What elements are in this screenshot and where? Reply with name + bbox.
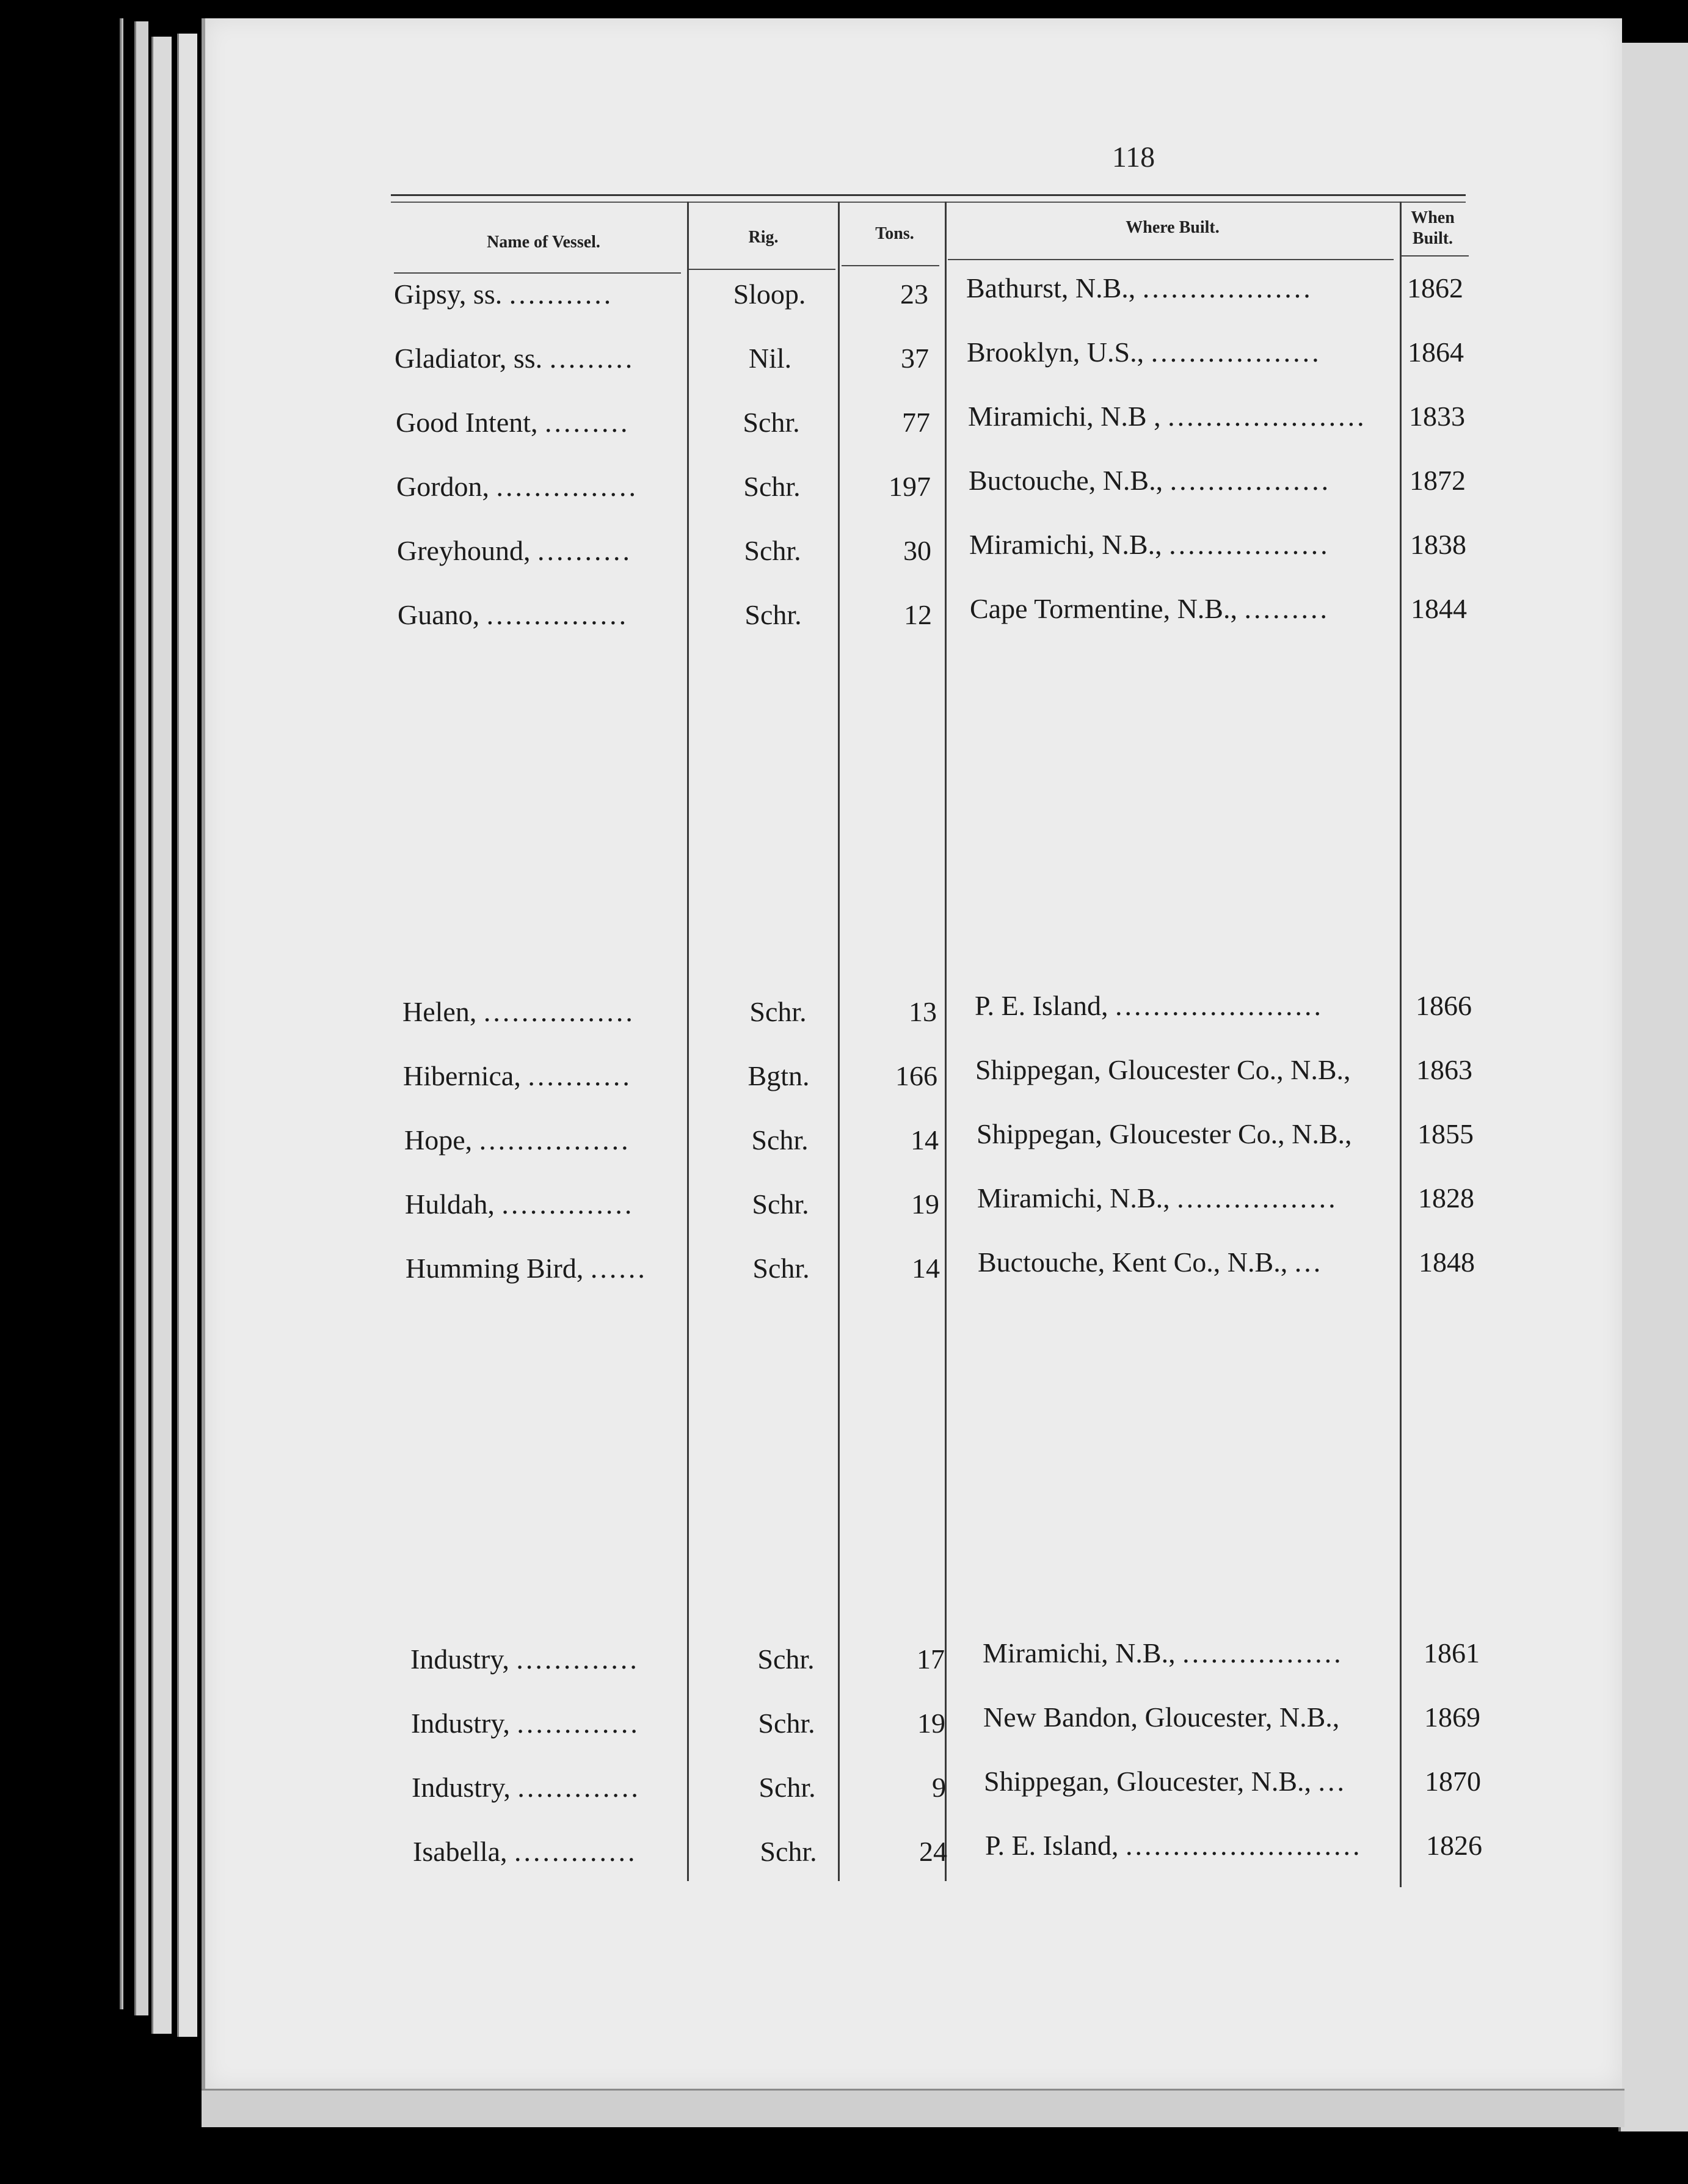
vessel-name [412, 1771, 705, 1804]
vessel-where-built-text: Bathurst, N.B., [966, 272, 1136, 304]
vessel-where-built [966, 272, 1430, 304]
vessel-tons-text: 197 [889, 471, 931, 502]
vessel-year [1410, 528, 1483, 561]
vessel-rig-text: Schr. [758, 1708, 815, 1739]
vessel-rig [722, 406, 820, 439]
vessel-name-text: Isabella, [413, 1836, 507, 1867]
vessel-name-text: Greyhound, [397, 535, 531, 566]
page-edge [120, 18, 123, 2009]
vessel-where-built-text: Shippegan, Gloucester, N.B., [984, 1766, 1312, 1797]
vessel-name [410, 1643, 704, 1675]
vessel-where-built [968, 400, 1432, 432]
page-bottom-edge [202, 2089, 1624, 2127]
vessel-name-leader: ............. [517, 1708, 640, 1739]
vessel-tons [858, 534, 931, 567]
vessel-where-built-text: Miramichi, N.B , [968, 401, 1161, 432]
vessel-name-text: Hibernica, [403, 1060, 521, 1091]
vessel-name-leader: ........... [509, 278, 614, 310]
vessel-name-leader: ............. [517, 1772, 641, 1803]
vessel-name-text: Gipsy, ss. [394, 278, 503, 310]
where-built-leader: ................. [1170, 465, 1331, 496]
header-underline [948, 259, 1394, 260]
vessel-year-text: 1864 [1408, 337, 1464, 368]
header-top-rule [391, 194, 1466, 196]
vessel-name [396, 406, 689, 439]
vessel-year [1425, 1765, 1498, 1797]
vessel-rig-text: Schr. [759, 1772, 816, 1803]
where-built-leader: ................. [1177, 1182, 1338, 1214]
vessel-where-built [967, 336, 1431, 368]
vessel-year-text: 1863 [1416, 1054, 1472, 1085]
vessel-year-text: 1855 [1417, 1118, 1474, 1149]
vessel-name-leader: ........... [528, 1060, 632, 1091]
vessel-tons-text: 24 [919, 1836, 947, 1867]
column-header-rig: Rig. [748, 228, 779, 247]
vessel-tons-text: 14 [911, 1124, 939, 1156]
vessel-tons [859, 599, 932, 631]
vessel-name [404, 1124, 697, 1156]
column-header-name: Name of Vessel. [487, 233, 600, 252]
vessel-where-built-text: Buctouche, Kent Co., N.B., [978, 1247, 1288, 1278]
vessel-year [1408, 336, 1481, 368]
vessel-name [403, 1060, 696, 1092]
column-divider [838, 202, 840, 1881]
vessel-tons [873, 1771, 946, 1804]
column-header-tons: Tons. [875, 224, 914, 243]
vessel-year [1424, 1701, 1497, 1733]
vessel-rig-text: Schr. [744, 599, 802, 630]
vessel-name [394, 278, 687, 310]
vessel-year [1411, 592, 1484, 625]
vessel-where-built-text: Miramichi, N.B., [983, 1637, 1176, 1669]
where-built-leader: .................. [1142, 272, 1313, 304]
vessel-year-text: 1844 [1411, 593, 1467, 624]
vessel-where-built [983, 1637, 1447, 1669]
vessel-rig-text: Schr. [760, 1836, 817, 1867]
vessel-rig-text: Schr. [743, 407, 800, 438]
vessel-name [411, 1707, 704, 1739]
vessel-tons-text: 9 [932, 1772, 946, 1803]
vessel-tons [874, 1835, 947, 1868]
vessel-rig [730, 1060, 828, 1092]
vessel-rig [724, 534, 821, 567]
vessel-name-text: Gladiator, ss. [395, 343, 543, 374]
vessel-name [397, 534, 690, 567]
vessel-name-text: Hope, [404, 1124, 473, 1156]
page-number: 118 [1111, 141, 1155, 173]
vessel-where-built-text: Miramichi, N.B., [977, 1182, 1170, 1214]
where-built-leader: .................. [1151, 337, 1322, 368]
vessel-rig-text: Schr. [751, 1124, 809, 1156]
vessel-where-built [977, 1182, 1441, 1214]
vessel-name [395, 342, 688, 374]
vessel-name [405, 1188, 698, 1220]
where-built-leader: ................. [1182, 1637, 1344, 1669]
vessel-tons-text: 13 [909, 996, 937, 1027]
vessel-tons [866, 1188, 939, 1220]
vessel-where-built [983, 1701, 1447, 1733]
vessel-year-text: 1862 [1407, 272, 1463, 304]
vessel-name-leader: ............. [514, 1836, 638, 1867]
vessel-rig [737, 1643, 835, 1675]
vessel-rig [740, 1835, 837, 1868]
vessel-where-built [969, 528, 1433, 561]
vessel-rig-text: Schr. [749, 996, 807, 1027]
vessel-name-leader: ......... [545, 407, 630, 438]
vessel-where-built [969, 464, 1433, 497]
vessel-where-built [975, 1054, 1439, 1086]
header-underline [1402, 255, 1469, 257]
vessel-year-text: 1826 [1426, 1830, 1482, 1861]
where-built-leader: ......... [1244, 593, 1330, 624]
vessel-year-text: 1828 [1418, 1182, 1474, 1214]
vessel-rig [724, 599, 822, 631]
where-built-leader: ................. [1169, 529, 1330, 560]
column-header-when-built [1402, 208, 1463, 249]
vessel-rig [721, 278, 818, 310]
vessel-tons [857, 406, 930, 439]
vessel-year-text: 1866 [1416, 990, 1472, 1021]
vessel-tons [864, 1060, 937, 1092]
vessel-year [1407, 272, 1480, 304]
vessel-name [402, 996, 696, 1028]
vessel-name-leader: ............. [516, 1643, 639, 1675]
vessel-name-leader: ................ [479, 1124, 631, 1156]
vessel-name-text: Industry, [411, 1708, 510, 1739]
vessel-where-built [977, 1118, 1441, 1150]
vessel-rig-text: Schr. [752, 1188, 809, 1220]
page-edge [134, 21, 148, 2015]
header-underline [394, 272, 681, 274]
vessel-where-built-text: P. E. Island, [975, 990, 1108, 1021]
vessel-rig [723, 470, 821, 503]
vessel-tons-text: 19 [917, 1708, 945, 1739]
vessel-tons [857, 470, 931, 503]
vessel-year [1424, 1637, 1497, 1669]
column-divider [687, 202, 689, 1881]
vessel-year-text: 1833 [1409, 401, 1465, 432]
vessel-tons [856, 342, 929, 374]
page-edge [177, 34, 197, 2037]
vessel-where-built-text: Shippegan, Gloucester Co., N.B., [977, 1118, 1352, 1149]
vessel-rig-text: Sloop. [733, 278, 806, 310]
vessel-rig [731, 1124, 829, 1156]
vessel-name-text: Humming Bird, [406, 1253, 584, 1284]
column-divider [945, 202, 947, 1881]
where-built-leader: ..................... [1168, 401, 1367, 432]
vessel-year [1417, 1118, 1491, 1150]
vessel-tons-text: 30 [903, 535, 931, 566]
vessel-year [1426, 1829, 1499, 1862]
vessel-name-text: Guano, [398, 599, 480, 630]
vessel-tons [855, 278, 928, 310]
column-header-when-built-line2: Built. [1412, 229, 1453, 248]
vessel-where-built [970, 592, 1434, 625]
page-edge [151, 37, 172, 2034]
vessel-tons-text: 17 [917, 1643, 945, 1675]
vessel-rig-text: Schr. [757, 1643, 815, 1675]
vessel-name-leader: .......... [537, 535, 632, 566]
vessel-name-leader: ............... [486, 599, 629, 630]
vessel-tons [865, 1124, 939, 1156]
vessel-rig [729, 996, 827, 1028]
vessel-year-text: 1848 [1419, 1247, 1475, 1278]
vessel-tons [872, 1707, 945, 1739]
vessel-rig [732, 1252, 830, 1284]
vessel-year [1409, 400, 1482, 432]
vessel-year-text: 1869 [1424, 1702, 1480, 1733]
where-built-leader: ......................... [1126, 1830, 1362, 1861]
vessel-tons [867, 1252, 940, 1284]
vessel-name-text: Gordon, [396, 471, 490, 502]
vessel-tons-text: 77 [902, 407, 930, 438]
vessel-tons-text: 166 [895, 1060, 937, 1091]
vessel-year [1410, 464, 1483, 497]
vessel-where-built-text: Buctouche, N.B., [969, 465, 1163, 496]
vessel-where-built-text: New Bandon, Gloucester, N.B., [983, 1702, 1340, 1733]
vessel-year [1416, 1054, 1490, 1086]
vessel-rig [738, 1771, 836, 1804]
header-underline [689, 269, 835, 270]
vessel-rig [721, 342, 819, 374]
vessel-rig-text: Schr. [752, 1253, 810, 1284]
vessel-tons-text: 12 [904, 599, 932, 630]
vessel-where-built-text: Shippegan, Gloucester Co., N.B., [975, 1054, 1351, 1085]
vessel-year [1416, 989, 1489, 1022]
vessel-name-text: Huldah, [405, 1188, 495, 1220]
vessel-name [396, 470, 689, 503]
vessel-year-text: 1838 [1410, 529, 1466, 560]
vessel-tons-text: 23 [900, 278, 928, 310]
vessel-where-built [984, 1765, 1448, 1797]
header-underline [842, 265, 939, 266]
vessel-where-built [985, 1829, 1449, 1862]
vessel-rig [732, 1188, 829, 1220]
vessel-year-text: 1872 [1410, 465, 1466, 496]
vessel-where-built-text: Brooklyn, U.S., [967, 337, 1144, 368]
vessel-rig [738, 1707, 835, 1739]
vessel-name-leader: ................ [483, 996, 635, 1027]
vessel-name-leader: ............... [496, 471, 639, 502]
vessel-tons-text: 14 [912, 1253, 940, 1284]
vessel-rig-text: Schr. [743, 471, 801, 502]
vessel-tons-text: 37 [901, 343, 929, 374]
column-divider [1400, 202, 1402, 1887]
where-built-leader: ... [1294, 1247, 1323, 1278]
vessel-name [406, 1252, 699, 1284]
column-header-when-built-line1: When [1411, 208, 1455, 227]
where-built-leader: ... [1318, 1766, 1347, 1797]
vessel-name-text: Good Intent, [396, 407, 538, 438]
vessel-year-text: 1870 [1425, 1766, 1481, 1797]
vessel-name [398, 599, 691, 631]
vessel-name-leader: .............. [501, 1188, 635, 1220]
vessel-year [1419, 1246, 1492, 1278]
vessel-tons [871, 1643, 945, 1675]
vessel-where-built-text: Cape Tormentine, N.B., [970, 593, 1237, 624]
vessel-rig-text: Nil. [748, 343, 792, 374]
vessel-name-leader: ......... [549, 343, 635, 374]
vessel-name-text: Industry, [410, 1643, 509, 1675]
vessel-where-built [975, 989, 1439, 1022]
vessel-name-leader: ...... [590, 1253, 647, 1284]
vessel-rig-text: Bgtn. [748, 1060, 810, 1091]
vessel-year [1418, 1182, 1491, 1214]
vessel-year-text: 1861 [1424, 1637, 1480, 1669]
vessel-name [413, 1835, 706, 1868]
vessel-where-built [978, 1246, 1442, 1278]
column-header-where-built: Where Built. [1126, 218, 1220, 237]
adjacent-page-edge [1618, 43, 1688, 2131]
vessel-where-built-text: Miramichi, N.B., [969, 529, 1162, 560]
vessel-name-text: Industry, [412, 1772, 511, 1803]
vessel-where-built-text: P. E. Island, [985, 1830, 1119, 1861]
vessel-tons-text: 19 [911, 1188, 939, 1220]
where-built-leader: ...................... [1115, 990, 1323, 1021]
vessel-tons [864, 996, 937, 1028]
vessel-rig-text: Schr. [744, 535, 801, 566]
header-top-rule [391, 202, 1466, 203]
vessel-name-text: Helen, [402, 996, 477, 1027]
